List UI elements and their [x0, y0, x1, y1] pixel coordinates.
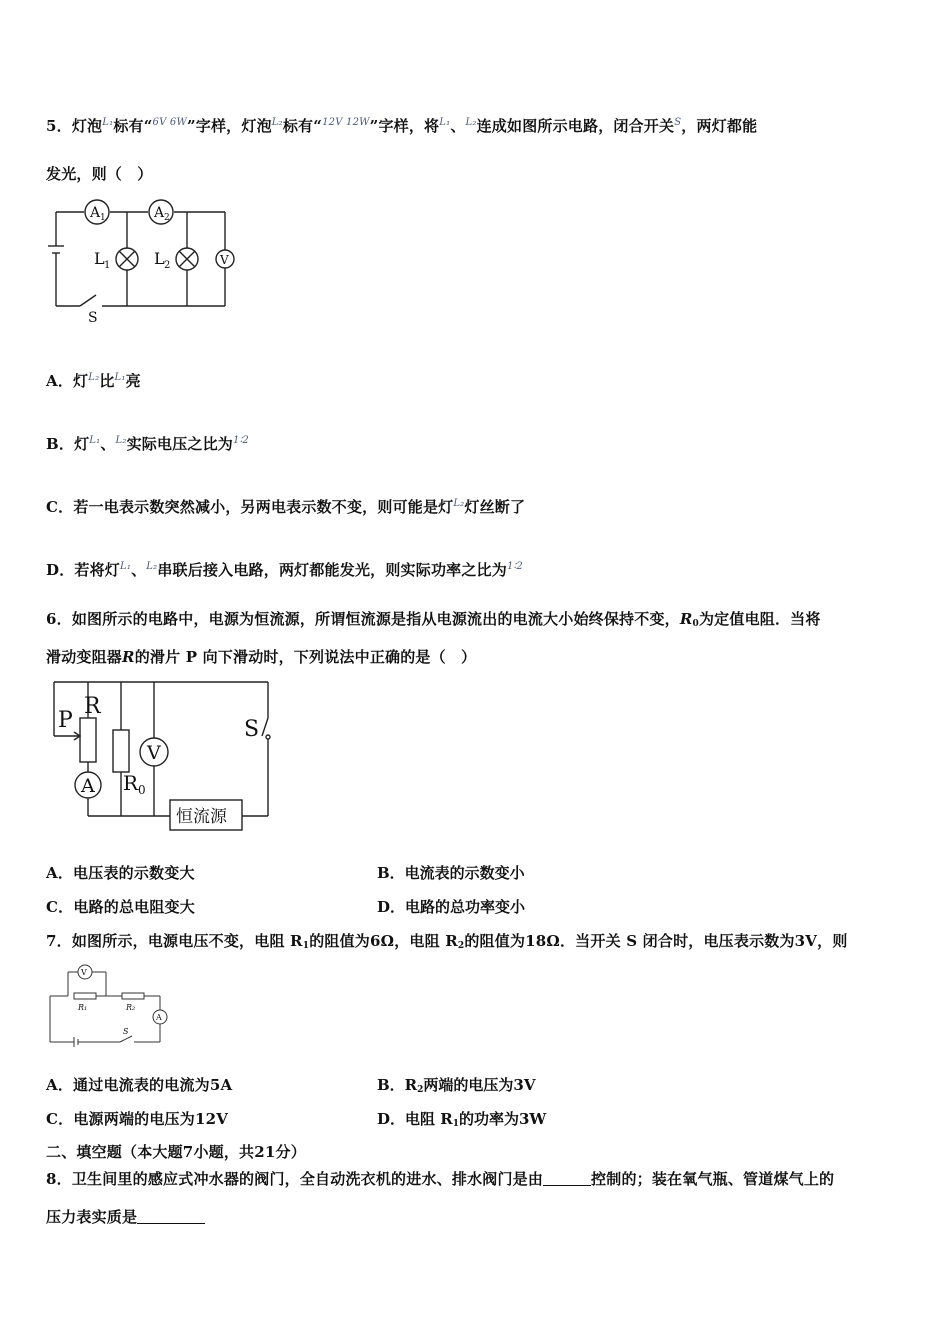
svg-text:2: 2: [164, 213, 170, 223]
svg-text:L: L: [154, 249, 165, 268]
q8-stem-line1: 8．卫生间里的感应式冲水器的阀门，全自动洗衣机的进水、排水阀门是由 控制的；装在氧气瓶、管道煤气上的: [46, 1170, 835, 1188]
svg-text:0: 0: [138, 783, 146, 797]
svg-text:1: 1: [100, 213, 106, 223]
svg-text:P: P: [58, 708, 73, 733]
q5-option-d: D．若将灯$^{L_1}$、$^{L_2}$串联后接入电路，两灯都能发光，则实际功率之比为$^{1∶2}$: [46, 561, 523, 579]
q8-blank-1[interactable]: [543, 1171, 591, 1186]
svg-text:V: V: [81, 968, 87, 977]
svg-text:R₁: R₁: [78, 1003, 88, 1012]
q8-blank-2[interactable]: [137, 1209, 205, 1224]
svg-text:A: A: [156, 1013, 162, 1022]
svg-text:A: A: [90, 205, 101, 221]
q5-option-a: A．灯$^{L_2}$比$^{L_1}$亮: [46, 372, 141, 390]
q5-stem-line1: 5．灯泡$^{L_1}$标有“$^{6V 6W}$”字样，灯泡$^{L_2}$标有“$^{12V 12W}$”字样，将$^{L_1}$、$^{L_2}$连成如图所示电路，闭合开关$^S$，两灯都能: [46, 117, 758, 135]
svg-text:S: S: [123, 1027, 129, 1036]
q5-option-c: C．若一电表示数突然减小，另两电表示数不变，则可能是灯$^{L_2}$灯丝断了: [46, 498, 526, 516]
svg-text:1: 1: [104, 260, 111, 271]
svg-text:L: L: [94, 249, 105, 268]
q6-stem-line2: 滑动变阻器R的滑片 P 向下滑动时，下列说法中正确的是（ ）: [46, 648, 477, 666]
q5-stem-line2: 发光，则（ ）: [46, 165, 153, 183]
q7-stem: 7．如图所示，电源电压不变，电阻 $R_1$的阻值为6Ω，电阻 $R_2$的阻值为18Ω．当开关 S 闭合时，电压表示数为3V，则: [46, 932, 848, 951]
q6-option-a: A．电压表的示数变大: [46, 864, 195, 882]
svg-text:A: A: [81, 775, 95, 797]
q6-circuit-diagram: [46, 676, 278, 834]
q6-option-c: C．电路的总电阻变大: [46, 898, 195, 916]
svg-text:A: A: [154, 205, 165, 221]
svg-text:V: V: [147, 742, 161, 764]
q5-circuit-diagram: [44, 196, 244, 324]
q8-stem-line2: 压力表实质是: [46, 1206, 205, 1227]
q6-option-b: B．电流表的示数变小: [377, 864, 525, 882]
q7-option-d: D．电阻 $R_1$的功率为3W: [377, 1110, 547, 1129]
svg-text:V: V: [220, 253, 229, 267]
q6-option-d: D．电路的总功率变小: [377, 898, 526, 916]
svg-text:R: R: [84, 694, 101, 719]
svg-text:S: S: [88, 310, 98, 324]
svg-text:R: R: [123, 771, 139, 795]
svg-text:R₂: R₂: [126, 1003, 136, 1012]
svg-text:S: S: [244, 717, 260, 742]
svg-text:2: 2: [164, 260, 171, 271]
q7-circuit-diagram: [44, 962, 174, 1052]
q7-option-b: B．$R_2$两端的电压为3V: [377, 1076, 536, 1095]
q7-option-a: A．通过电流表的电流为5A: [46, 1076, 233, 1094]
svg-text:恒流源: 恒流源: [176, 807, 227, 827]
section-heading: 二、填空题（本大题7小题，共21分）: [46, 1143, 306, 1161]
q5-option-b: B．灯$^{L_1}$、$^{L_2}$实际电压之比为$^{1∶2}$: [46, 435, 249, 453]
q6-stem-line1: 6．如图所示的电路中，电源为恒流源，所谓恒流源是指从电源流出的电流大小始终保持不变，$R_0$为定值电阻．当将: [46, 610, 821, 629]
q7-option-c: C．电源两端的电压为12V: [46, 1110, 229, 1128]
